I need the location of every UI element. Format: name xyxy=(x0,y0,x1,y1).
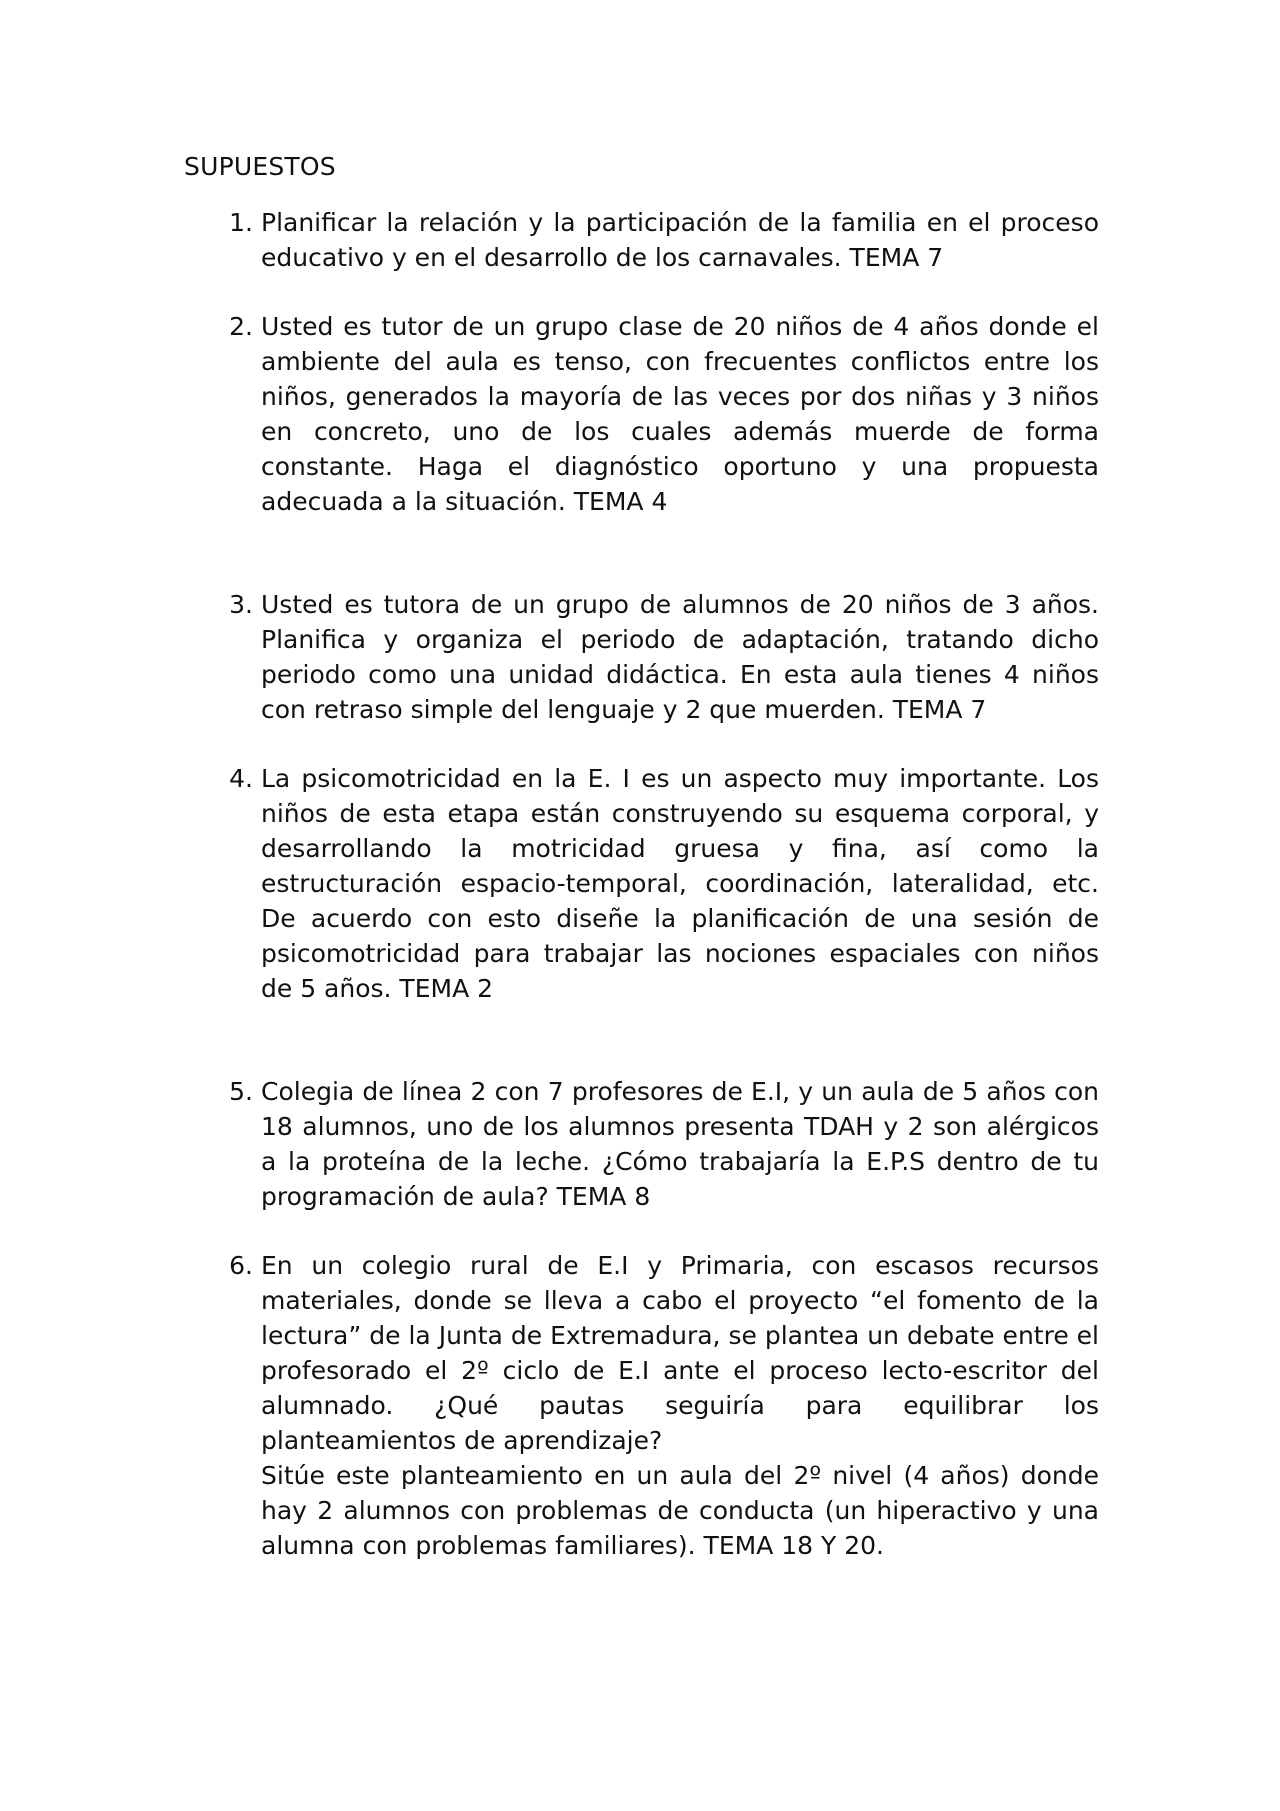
item-number: 2. xyxy=(229,312,253,341)
item-paragraph: Colegia de línea 2 con 7 profesores de E.I, y un aula de 5 años con 18 alumnos, uno de los alumnos presenta TDAH y 2 son alérgicos a la proteína de la leche. ¿Cómo trabajaría la E.P.S dentro de tu programación de aula? TEMA 8 xyxy=(261,1077,1099,1211)
item-number: 1. xyxy=(229,208,253,237)
list-item xyxy=(213,205,1099,275)
item-text xyxy=(261,309,1099,519)
item-number: 6. xyxy=(229,1251,253,1280)
item-number: 4. xyxy=(229,764,253,793)
list-item xyxy=(213,761,1099,1006)
item-number: 3. xyxy=(229,590,253,619)
item-text xyxy=(261,587,1099,727)
item-paragraph: En un colegio rural de E.I y Primaria, con escasos recursos materiales, donde se lleva a cabo el proyecto “el fomento de la lectura” de la Junta de Extremadura, se plantea un debate entre el profesorado el 2º ciclo de E.I ante el proceso lecto-escritor del alumnado. ¿Qué pautas seguiría para equilibrar los planteamientos de aprendizaje? xyxy=(261,1251,1099,1455)
item-number: 5. xyxy=(229,1077,253,1106)
list-item xyxy=(213,587,1099,727)
item-text xyxy=(261,205,1099,275)
item-paragraph: Sitúe este planteamiento en un aula del 2º nivel (4 años) donde hay 2 alumnos con problemas de conducta (un hiperactivo y una alumna con problemas familiares). TEMA 18 Y 20. xyxy=(261,1461,1099,1560)
document-title: SUPUESTOS xyxy=(184,152,336,181)
item-paragraph: Planificar la relación y la participación de la familia en el proceso educativo y en el desarrollo de los carnavales. TEMA 7 xyxy=(261,208,1099,272)
item-text xyxy=(261,1248,1099,1563)
item-text xyxy=(261,761,1099,1006)
item-paragraph: Usted es tutor de un grupo clase de 20 niños de 4 años donde el ambiente del aula es tenso, con frecuentes conflictos entre los niños, generados la mayoría de las veces por dos niñas y 3 niños en concreto, uno de los cuales además muerde de forma constante. Haga el diagnóstico oportuno y una propuesta adecuada a la situación. TEMA 4 xyxy=(261,312,1099,516)
list-item xyxy=(213,1248,1099,1563)
item-paragraph: La psicomotricidad en la E. I es un aspecto muy importante. Los niños de esta etapa están construyendo su esquema corporal, y desarrollando la motricidad gruesa y fina, así como la estructuración espacio-temporal, coordinación, lateralidad, etc. De acuerdo con esto diseñe la planificación de una sesión de psicomotricidad para trabajar las nociones espaciales con niños de 5 años. TEMA 2 xyxy=(261,764,1099,1003)
list-item xyxy=(213,1074,1099,1214)
list-item xyxy=(213,309,1099,519)
item-text xyxy=(261,1074,1099,1214)
item-paragraph: Usted es tutora de un grupo de alumnos de 20 niños de 3 años. Planifica y organiza el periodo de adaptación, tratando dicho periodo como una unidad didáctica. En esta aula tienes 4 niños con retraso simple del lenguaje y 2 que muerden. TEMA 7 xyxy=(261,590,1099,724)
